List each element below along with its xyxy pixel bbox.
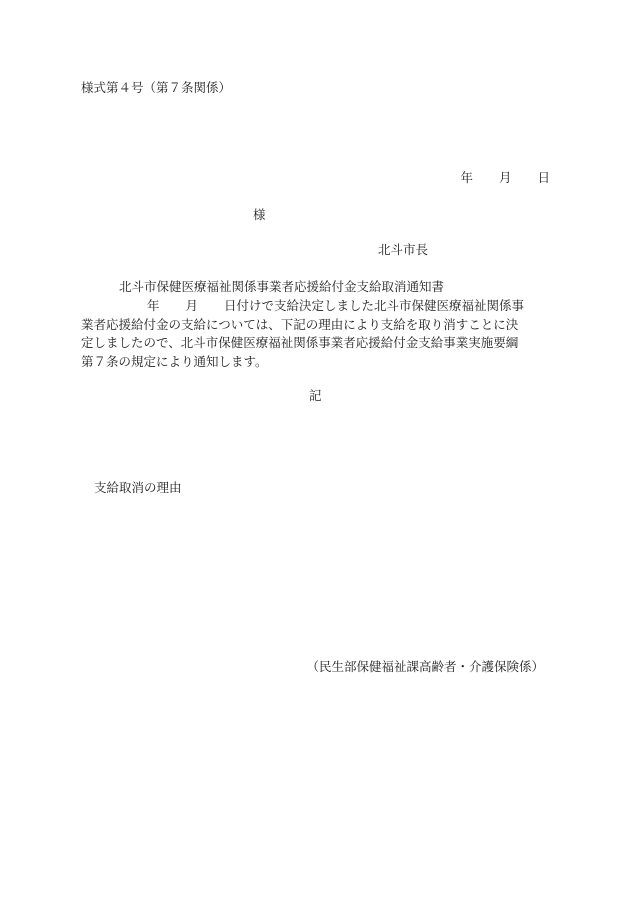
date-year: 年 [460,170,473,185]
date-month: 月 [498,170,512,185]
ki-heading: 記 [309,388,322,403]
date-day: 日 [537,170,550,185]
issuer: 北斗市長 [378,242,429,257]
body-year: 年 [147,298,160,313]
body-line-1-rest: 日付けで支給決定しました北斗市保健医療福祉関係事 [224,298,525,313]
body-text [81,297,551,371]
form-number: 様式第４号（第７条関係） [81,80,232,95]
body-month: 月 [185,298,199,313]
body-line-4: 第７条の規定により通知します。 [81,353,268,369]
body-line-1 [81,297,551,316]
date-line [460,172,550,185]
department: （民生部保健福祉課高齢者・介護保険係） [306,659,544,674]
body-line-3: 定しましたので、北斗市保健医療福祉関係事業者応援給付金支給事業実施要綱 [81,335,519,350]
reason-label: 支給取消の理由 [94,480,182,495]
document-title: 北斗市保健医療福祉関係事業者応援給付金支給取消通知書 [119,279,445,294]
body-line-2: 業者応援給付金の支給については、下記の理由により支給を取り消すことに決 [81,316,519,332]
addressee-suffix: 様 [253,207,266,222]
